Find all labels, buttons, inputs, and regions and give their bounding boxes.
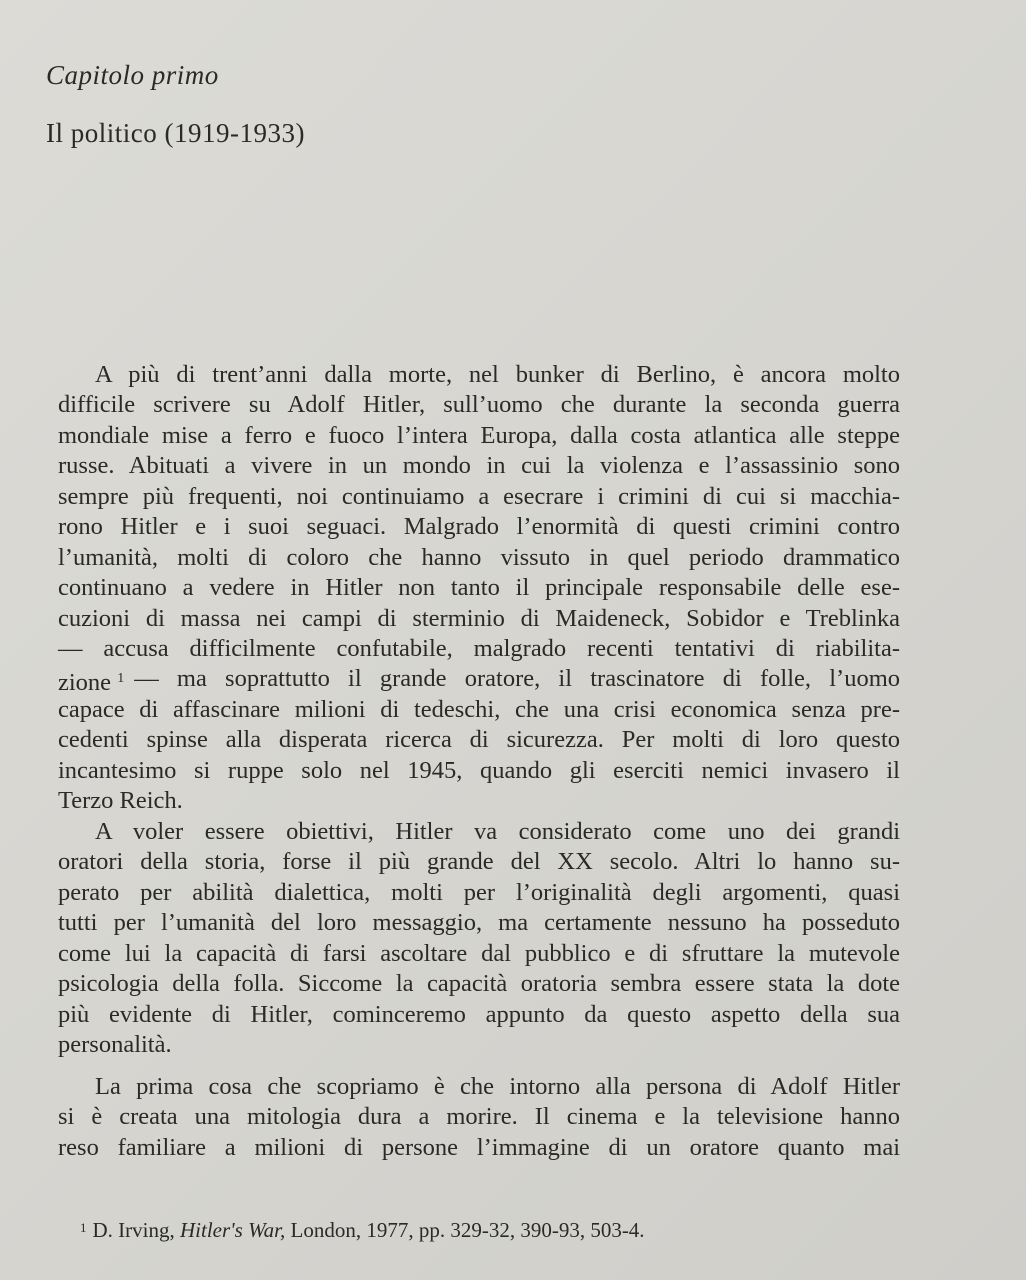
footnote-work-title: Hitler's War, [180,1218,286,1242]
text-line: come lui la capacità di farsi ascoltare dal pubblico e di sfruttare la mutevole [58,939,900,967]
text-line [58,664,900,697]
text-line: capace di affascinare milioni di tedeschi, che una crisi economica senza pre- [58,695,900,723]
chapter-label: Capitolo primo [46,60,219,90]
footnote-details: London, 1977, pp. 329-32, 390-93, 503-4. [290,1218,645,1242]
text-line: sempre più frequenti, noi continuiamo a esecrare i crimini di cui si macchia- [58,482,900,510]
text-line: perato per abilità dialettica, molti per l’originalità degli argomenti, quasi [58,878,900,906]
text-line: oratori della storia, forse il più grande del XX secolo. Altri lo hanno su- [58,848,900,876]
text-line: — accusa difficilmente confutabile, malgrado recenti tentativi di riabilita- [58,634,900,662]
text-line: cedenti spinse alla disperata ricerca di sicurezza. Per molti di loro questo [58,726,900,754]
text-line: psicologia della folla. Siccome la capacità oratoria sembra essere stata la dote [58,970,900,998]
text-line: rono Hitler e i suoi seguaci. Malgrado l’enormità di questi crimini contro [58,513,900,541]
chapter-title: Il politico (1919-1933) [46,118,305,148]
footnote-number: 1 [80,1220,87,1235]
line-fragment: — ma soprattutto il grande oratore, il trascinatore di folle, l’uomo [134,665,900,693]
text-line: cuzioni di massa nei campi di sterminio di Maideneck, Sobidor e Treblinka [58,604,900,632]
text-line: continuano a vedere in Hitler non tanto il principale responsabile delle ese- [58,574,900,602]
paragraph-2 [58,817,900,1061]
text-line: difficile scrivere su Adolf Hitler, sull’uomo che durante la seconda guerra [58,391,900,419]
text-line: incantesimo si ruppe solo nel 1945, quando gli eserciti nemici invasero il [58,756,900,784]
paragraph-3 [58,1072,900,1163]
text-line: A più di trent’anni dalla morte, nel bunker di Berlino, è ancora molto [95,361,900,388]
text-line: reso familiare a milioni di persone l’immagine di un oratore quanto mai [58,1133,900,1161]
text-line: l’umanità, molti di coloro che hanno vissuto in quel periodo drammatico [58,543,900,571]
footnote [80,1218,645,1243]
text-line: più evidente di Hitler, cominceremo appunto da questo aspetto della sua [58,1000,900,1028]
line-fragment: zione [58,669,112,697]
footnote-author: D. Irving, [92,1218,175,1242]
text-line: russe. Abituati a vivere in un mondo in cui la violenza e l’assassinio sono [58,452,900,480]
text-line: si è creata una mitologia dura a morire. Il cinema e la televisione hanno [58,1103,900,1131]
text-line: tutti per l’umanità del loro messaggio, ma certamente nessuno ha posseduto [58,909,900,937]
text-line: Terzo Reich. [58,787,183,815]
text-line: A voler essere obiettivi, Hitler va considerato come uno dei grandi [95,818,900,845]
line-start [58,664,125,697]
footnote-reference[interactable]: 1 [117,671,125,687]
paragraph-1 [58,360,900,817]
text-line: mondiale mise a ferro e fuoco l’intera Europa, dalla costa atlantica alle steppe [58,421,900,449]
text-line: personalità. [58,1031,172,1059]
text-line: La prima cosa che scopriamo è che intorno alla persona di Adolf Hitler [95,1073,900,1100]
